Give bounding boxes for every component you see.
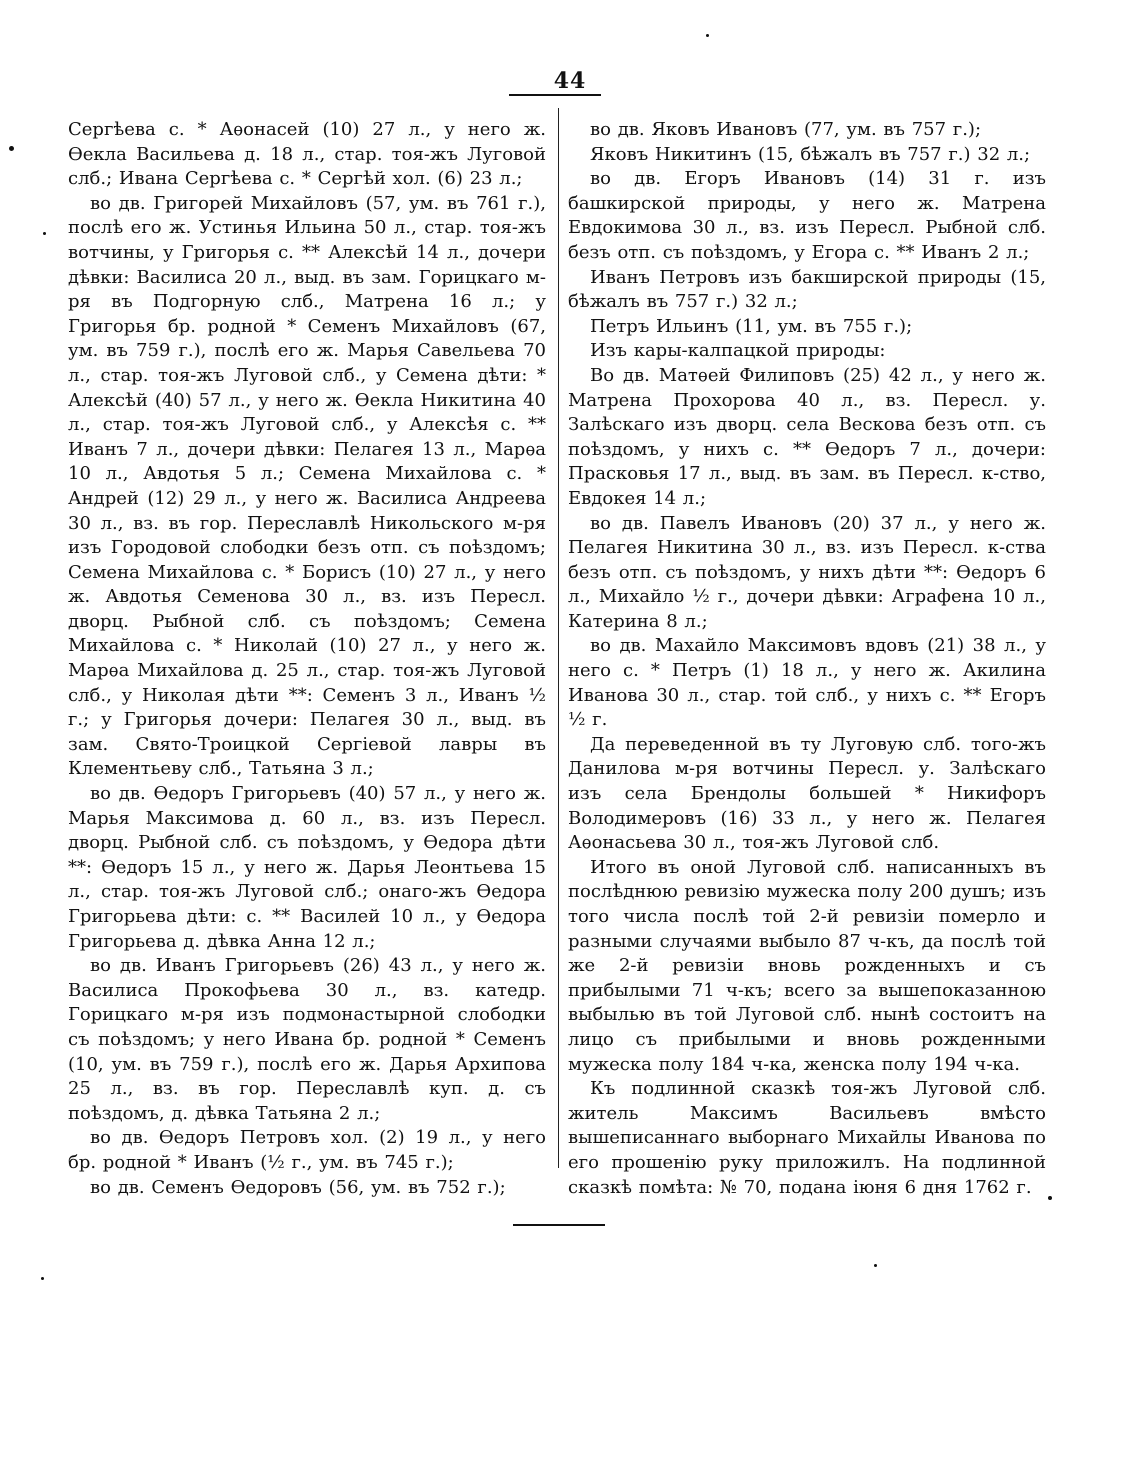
scan-speck (43, 232, 46, 235)
right-paragraph: Къ подлинной сказкѣ тоя-жъ Луговой слб. житель Максимъ Васильевъ вмѣсто вышеписаннаго выборнаго Михайлы Иванова по его прошенію руку приложилъ. На подлинной сказкѣ помѣта: № 70, подана іюня 6 дня 1762 г. (568, 1078, 1046, 1198)
scan-speck (1048, 1196, 1052, 1200)
left-paragraph: во дв. Иванъ Григорьевъ (26) 43 л., у него ж. Василиса Прокофьева 30 л., вз. катедр. Горицкаго м-ря изъ подмонастырной слободки съ поѣздомъ; у него Ивана бр. родной * Семенъ (10, ум. въ 759 г.), послѣ его ж. Дарья Архипова 25 л., вз. въ гор. Переславлѣ куп. д. съ поѣздомъ, д. дѣвка Татьяна 2 л.; (68, 955, 546, 1124)
right-paragraph: Во дв. Матѳей Филиповъ (25) 42 л., у него ж. Матрена Прохорова 40 л., вз. Пересл. у. Залѣскаго изъ дворц. села Вескова безъ отп. съ поѣздомъ, у нихъ с. ** Ѳедоръ 7 л., дочери: Прасковья 17 л., выд. въ зам. въ Пересл. к-ство, Евдокея 14 л.; (568, 364, 1046, 509)
right-paragraph: во дв. Махайло Максимовъ вдовъ (21) 38 л., у него с. * Петръ (1) 18 л., у него ж. Акилина Иванова 30 л., стар. той слб., у нихъ с. ** Егоръ ½ г. (568, 635, 1046, 731)
page-number-underline (509, 94, 601, 96)
right-column (568, 118, 1046, 1200)
page-number: 44 (553, 68, 587, 94)
end-rule (513, 1224, 605, 1226)
left-paragraph: Сергѣева с. * Аѳонасей (10) 27 л., у него ж. Ѳекла Васильева д. 18 л., стар. тоя-жъ Луговой слб.; Ивана Сергѣева с. * Сергѣй хол. (6) 23 л.; (68, 119, 546, 190)
right-paragraph: во дв. Яковъ Ивановъ (77, ум. въ 757 г.); (590, 119, 982, 140)
right-paragraph: Итого въ оной Луговой слб. написанныхъ въ послѣднюю ревизію мужеска полу 200 душъ; изъ того числа послѣ той 2-й ревизіи померло и разными случаями выбыло 87 ч-къ, да послѣ той же 2-й ревизіи вновь рожденныхъ и съ прибылыми 71 ч-къ; всего за вышепоказанною выбылью въ той Луговой слб. нынѣ состоитъ на лицо съ прибылыми и вновь рожденными мужеска полу 184 ч-ка, женска полу 194 ч-ка. (568, 856, 1046, 1075)
right-paragraph: Яковъ Никитинъ (15, бѣжалъ въ 757 г.) 32 л.; (590, 143, 1031, 165)
right-paragraph: во дв. Егоръ Ивановъ (14) 31 г. изъ башкирской природы, у него ж. Матрена Евдокимова 30 л., вз. изъ Пересл. Рыбной слб. безъ отп. съ поѣздомъ, у Егора с. ** Иванъ 2 л.; (568, 168, 1046, 263)
scan-speck (706, 34, 709, 37)
right-paragraph: Иванъ Петровъ изъ бакширской природы (15, бѣжалъ въ 757 г.) 32 л.; (568, 266, 1046, 313)
right-paragraph: Изъ кары-калпацкой природы: (590, 340, 886, 362)
right-paragraph: Петръ Ильинъ (11, ум. въ 755 г.); (590, 315, 913, 337)
left-paragraph: во дв. Ѳедоръ Петровъ хол. (2) 19 л., у него бр. родной * Иванъ (½ г., ум. въ 745 г.); (68, 1127, 546, 1173)
column-divider (558, 108, 559, 1168)
scan-speck (41, 1277, 44, 1280)
left-column (68, 118, 546, 1200)
left-paragraph: во дв. Ѳедоръ Григорьевъ (40) 57 л., у него ж. Марья Максимова д. 60 л., вз. изъ Пересл. дворц. Рыбной слб. съ поѣздомъ, у Ѳедора дѣти **: Ѳедоръ 15 л., у него ж. Дарья Леонтьева 15 л., стар. тоя-жъ Луговой слб.; онаго-жъ Ѳедора Григорьева дѣти: с. ** Василей 10 л., у Ѳедора Григорьева д. дѣвка Анна 12 л.; (68, 783, 546, 952)
right-paragraph: Да переведенной въ ту Луговую слб. того-жъ Данилова м-ря вотчины Пересл. у. Залѣскаго изъ села Брендолы большей * Никифоръ Володимеровъ (16) 33 л., у него ж. Пелагея Аѳонасьева 30 л., тоя-жъ Луговой слб. (568, 733, 1046, 854)
right-paragraph: во дв. Павелъ Ивановъ (20) 37 л., у него ж. Пелагея Никитина 30 л., вз. изъ Пересл. к-ства безъ отп. съ поѣздомъ, у нихъ дѣти **: Ѳедоръ 6 л., Михайло ½ г., дочери дѣвки: Аграфена 10 л., Катерина 8 л.; (568, 512, 1046, 632)
left-paragraph: во дв. Григорей Михайловъ (57, ум. въ 761 г.), послѣ его ж. Устинья Ильина 50 л., стар. тоя-жъ вотчины, у Григорья с. ** Алексѣй 14 л., дочери дѣвки: Василиса 20 л., выд. въ зам. Горицкаго м-ря въ Подгорную слб., Матрена 16 л.; у Григорья бр. родной * Семенъ Михайловъ (67, ум. въ 759 г.), послѣ его ж. Марья Савельева 70 л., стар. тоя-жъ Луговой слб., у Семена дѣти: * Алексѣй (40) 57 л., у него ж. Ѳекла Никитина 40 л., стар. тоя-жъ Луговой слб., у Алексѣя с. ** Иванъ 7 л., дочери дѣвки: Пелагея 13 л., Марѳа 10 л., Авдотья 5 л.; Семена Михайлова с. * Андрей (12) 29 л., у него ж. Василиса Андреева 30 л., вз. въ гор. Переславлѣ Никольского м-ря изъ Городовой слободки безъ отп. съ поѣздомъ; Семена Михайлова с. * Борисъ (10) 27 л., у него ж. Авдотья Семенова 30 л., вз. изъ Пересл. дворц. Рыбной слб. съ поѣздомъ; Семена Михайлова с. * Николай (10) 27 л., у него ж. Марѳа Михайлова д. 25 л., стар. тоя-жъ Луговой слб., у Николая дѣти **: Семенъ 3 л., Иванъ ½ г.; у Григорья дочери: Пелагея 30 л., выд. въ зам. Свято-Троицкой Сергіевой лавры въ Клементьеву слб., Татьяна 3 л.; (68, 192, 546, 780)
scan-speck (9, 146, 14, 151)
left-paragraph: во дв. Семенъ Ѳедоровъ (56, ум. въ 752 г.); (90, 1176, 506, 1198)
scan-speck (874, 1264, 877, 1267)
